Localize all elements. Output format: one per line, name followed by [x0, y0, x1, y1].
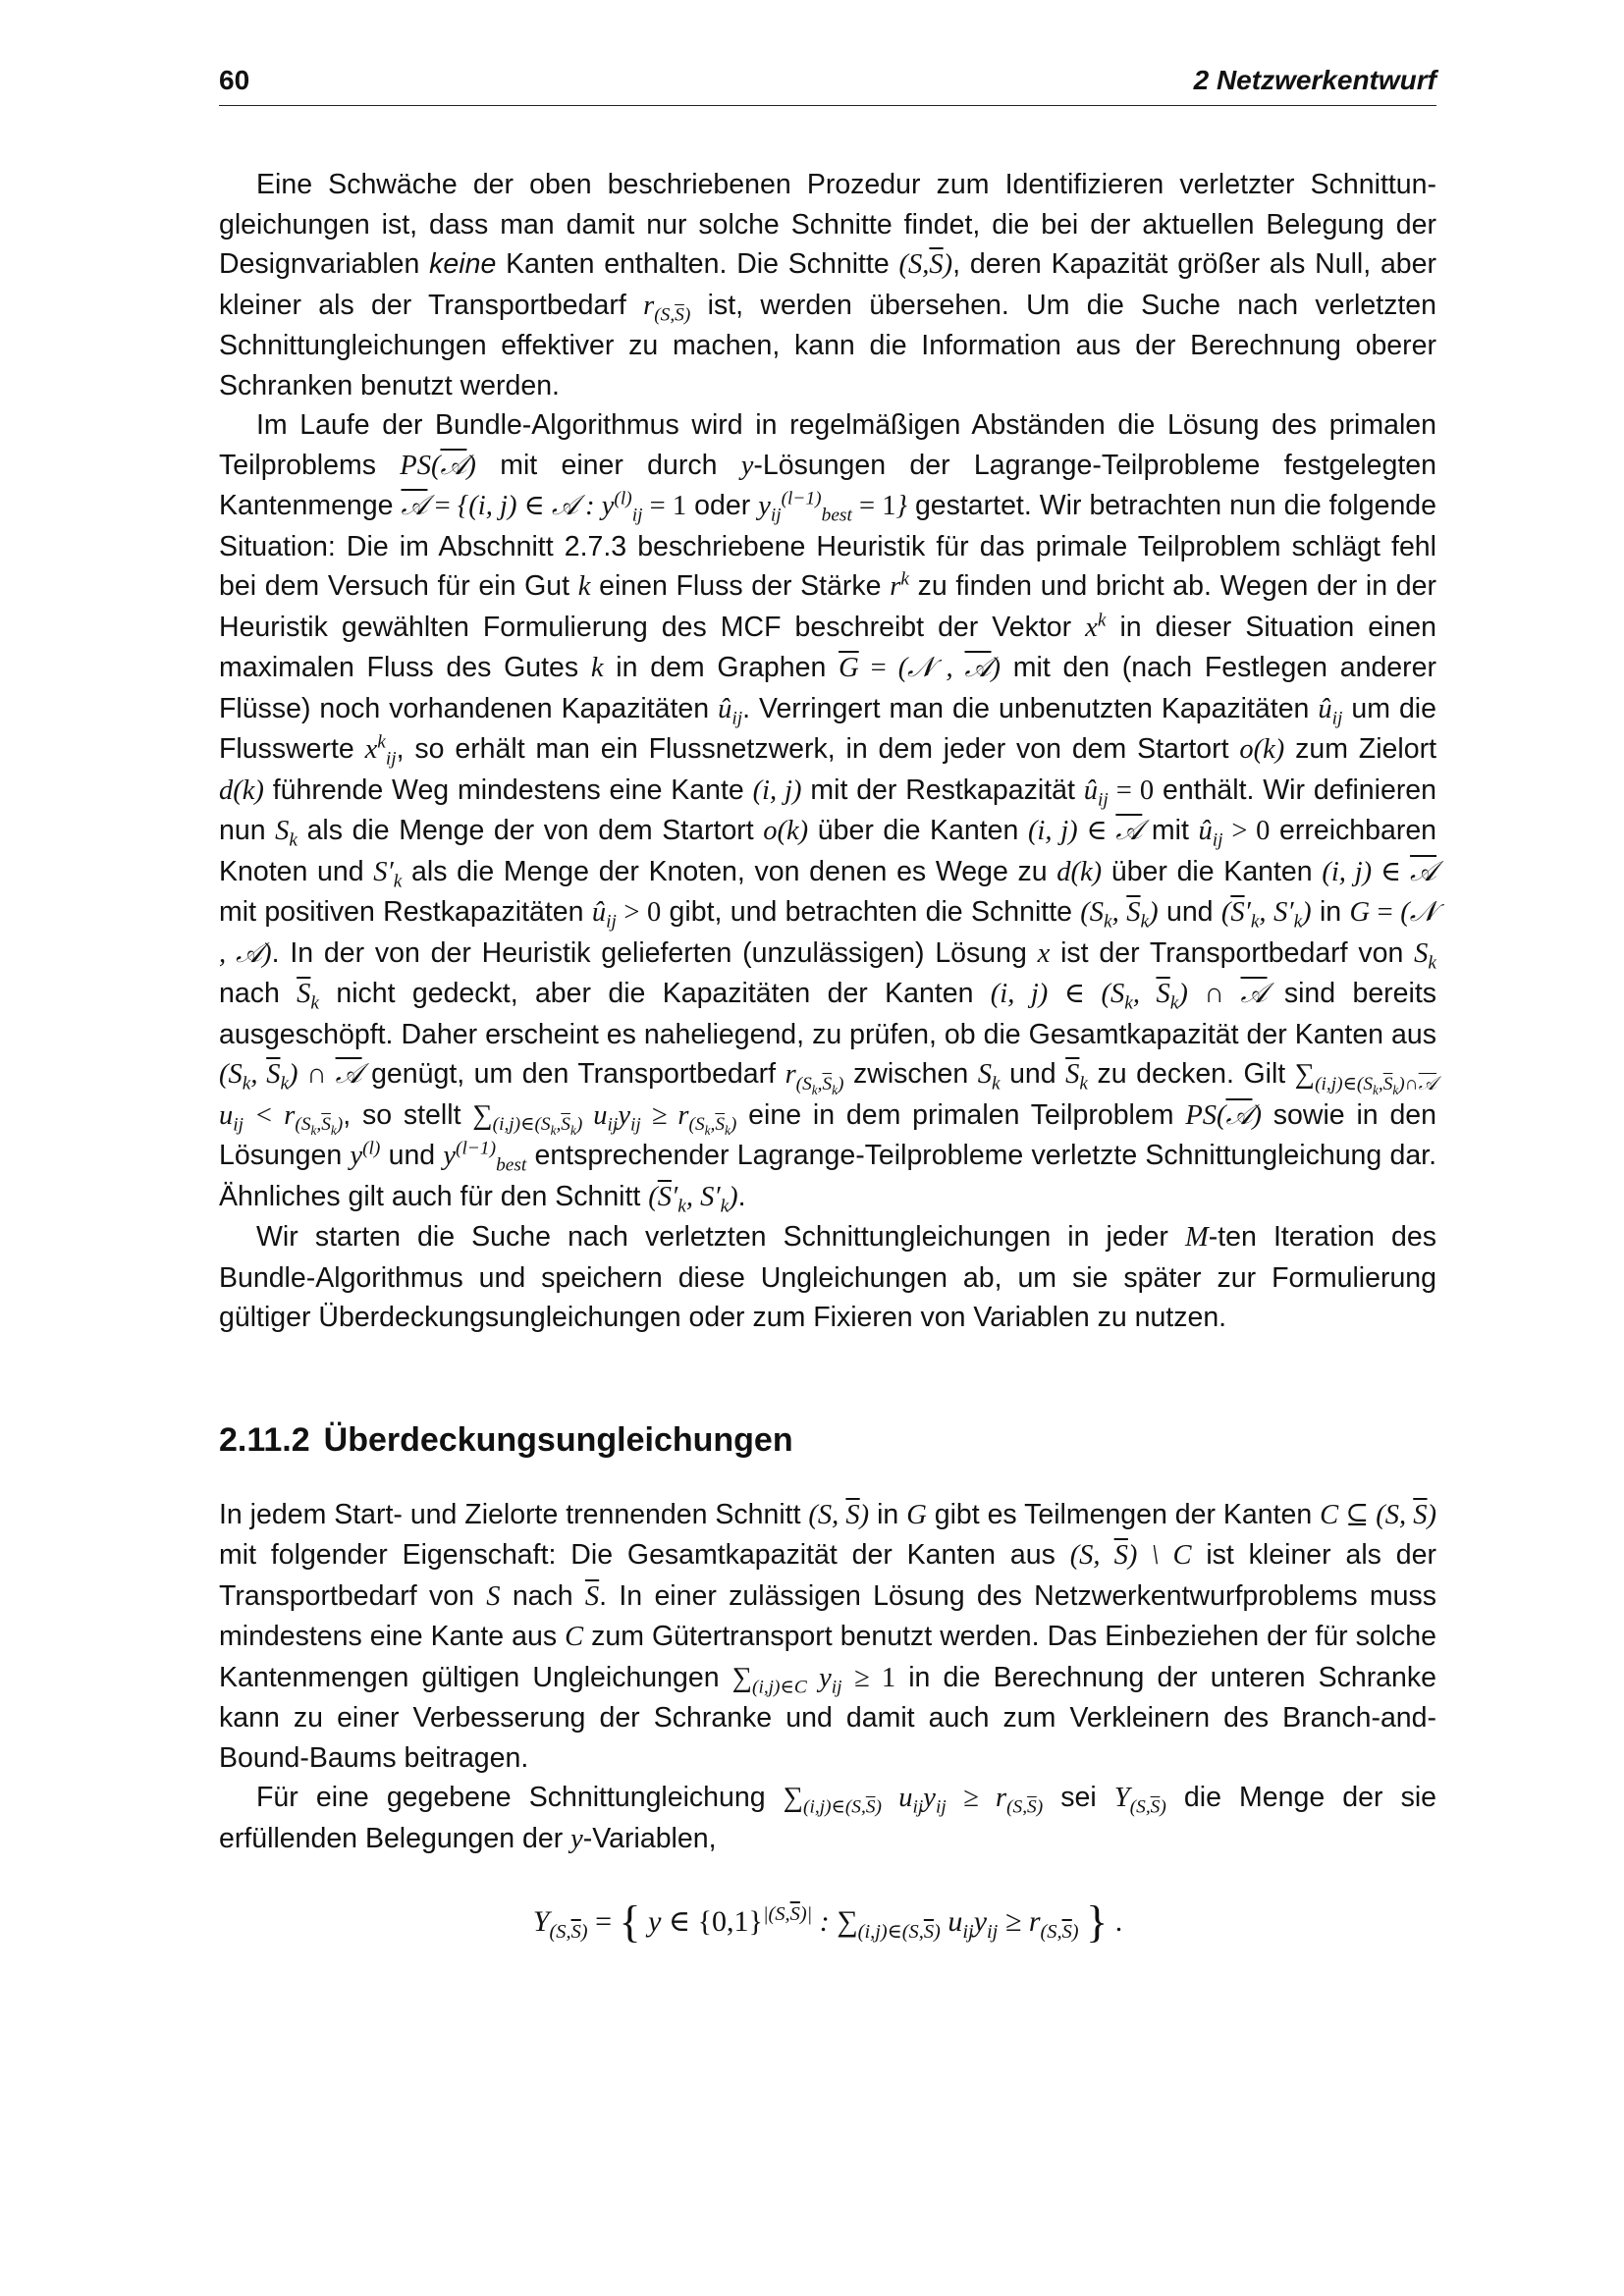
display-equation: $Y_{(S,\overline{S})}$ = { y ∈ $\{0,1\}^{|(S,\overline{S})|}$ : $\sum_{(i,j)\in(S,\overline{S})}$ $u_{ij}y_{ij} \ge r_{(S,\overline{S})}$ } . [532, 1896, 1123, 1947]
header-rule [219, 105, 1436, 106]
running-header [219, 65, 1436, 96]
body-text [219, 165, 1437, 1947]
paragraph: In jedem Start- und Zielorte trennenden Schnitt (S, $\overline{S}$) in G gibt es Teilmengen der Kanten C ⊆ (S, $\overline{S}$) mit folgender Eigenschaft: Die Gesamtkapazität der Kanten aus (S, $\overline{S}$) \ C ist kleiner als der Transportbedarf von S nach $\overline{S}$. In einer zulässigen Lösung des Netzwerkentwurfproblems muss mindestens eine Kante aus C zum Gütertransport benutzt werden. Das Einbeziehen der für solche Kantenmengen gültigen Ungleichungen $\sum_{(i,j)\in C}$ $y_{ij} \ge 1$ in die Berechnung der unteren Schranke kann zu einer Verbesserung der Schranke und damit auch zum Verkleinern des Branch-and-Bound-Baums beitragen. [219, 1498, 1437, 1774]
paragraph: Eine Schwäche der oben beschriebenen Prozedur zum Identifizieren verletzter Schnittungleichungen ist, dass man damit nur solche Schnitte findet, die bei der aktuellen Belegung der Designvariablen keine Kanten enthalten. Die Schnitte $(S,\overline{S})$, deren Kapazität größer als Null, aber kleiner als der Transportbedarf $r_{(S,\overline{S})}$ ist, werden übersehen. Um die Suche nach verletzten Schnittungleichungen effektiver zu machen, kann die Information aus der Berechnung oberer Schranken benutzt werden. [219, 169, 1436, 401]
paragraph: Im Laufe der Bundle-Algorithmus wird in regelmäßigen Abständen die Lösung des primalen Teilproblems PS(𝒜) mit einer durch y-Lösungen der Lagrange-Teilprobleme festgelegten Kantenmenge 𝒜 = {(i, j) ∈ 𝒜 : $y^{(l)}_{ij} = 1$ oder $y_{ij}^{(l-1)}_{best} = 1$} gestartet. Wir betrachten nun die folgende Situation: Die im Abschnitt 2.7.3 beschriebene Heuristik für das primale Teilproblem schlägt fehl bei dem Versuch für ein Gut k einen Fluss der Stärke $r^k$ zu finden und bricht ab. Wegen der in der Heuristik gewählten Formulierung des MCF beschreibt der Vektor $x^k$ in dieser Situation einen maximalen Fluss des Gutes k in dem Graphen $\overline{G}$ = (𝒩 , 𝒜) mit den (nach Festlegen anderer Flüsse) noch vorhandenen Kapazitäten $û_{ij}$. Verringert man die unbenutzten Kapazitäten $û_{ij}$ um die Flusswerte $x^k_{ij}$, so erhält man ein Flussnetzwerk, in dem jeder von dem Startort o(k) zum Zielort d(k) führende Weg mindestens eine Kante (i, j) mit der Restkapazität $û_{ij} = 0$ enthält. Wir definieren nun $S_k$ als die Menge der von dem Startort o(k) über die Kanten (i, j) ∈ 𝒜 mit $û_{ij} > 0$ erreichbaren Knoten und $S'_k$ als die Menge der Knoten, von denen es Wege zu d(k) über die Kanten (i, j) ∈ 𝒜 mit positiven Restkapazitäten $û_{ij} > 0$ gibt, und betrachten die Schnitte ($S_k$, $\overline{S}_k$) und ($\overline{S}'_k$, $S'_k$) in G = (𝒩 , 𝒜). In der von der Heuristik gelieferten (unzulässigen) Lösung x ist der Transportbedarf von $S_k$ nach $\overline{S}_k$ nicht gedeckt, aber die Kapazitäten der Kanten (i, j) ∈ ($S_k$, $\overline{S}_k$) ∩ 𝒜 sind bereits ausgeschöpft. Daher erscheint es naheliegend, zu prüfen, ob die Gesamtkapazität der Kanten aus ($S_k$, $\overline{S}_k$) ∩ 𝒜 genügt, um den Transportbedarf $r_{(S_k,\overline{S}_k)}$ zwischen $S_k$ und $\overline{S}_k$ zu decken. Gilt $\sum_{(i,j)\in(S_k,\overline{S}_k)\cap 𝒜}$ $u_{ij} < r_{(S_k,\overline{S}_k)}$, so stellt $\sum_{(i,j)\in(S_k,\overline{S}_k)}$ $u_{ij}y_{ij} \ge r_{(S_k,\overline{S}_k)}$ eine in dem primalen Teilproblem PS(𝒜) sowie in den Lösungen $y^{(l)}$ und $y^{(l-1)}_{best}$ entsprechender Lagrange-Teilprobleme verletzte Schnittungleichung dar. Ähnliches gilt auch für den Schnitt ($\overline{S}'_k$, $S'_k$). [219, 409, 1437, 1217]
section-heading [219, 1418, 1436, 1462]
paragraph: Wir starten die Suche nach verletzten Schnittungleichungen in jeder M-ten Iteration des Bundle-Algorithmus und speichern diese Ungleichungen ab, um sie später zur Formulierung gültiger Überdeckungsungleichungen oder zum Fixieren von Variablen zu nutzen. [219, 1221, 1436, 1333]
chapter-title: 2 Netzwerkentwurf [1193, 65, 1436, 95]
section-number: 2.11.2 [219, 1420, 310, 1459]
page-number: 60 [219, 65, 250, 95]
paragraph: Für eine gegebene Schnittungleichung $\sum_{(i,j)\in(S,\overline{S})}$ $u_{ij}y_{ij} \ge r_{(S,\overline{S})}$ sei $Y_{(S,\overline{S})}$ die Menge der sie erfüllenden Belegungen der y-Variablen, [219, 1782, 1437, 1854]
section-title: Überdeckungsungleichungen [323, 1420, 793, 1459]
